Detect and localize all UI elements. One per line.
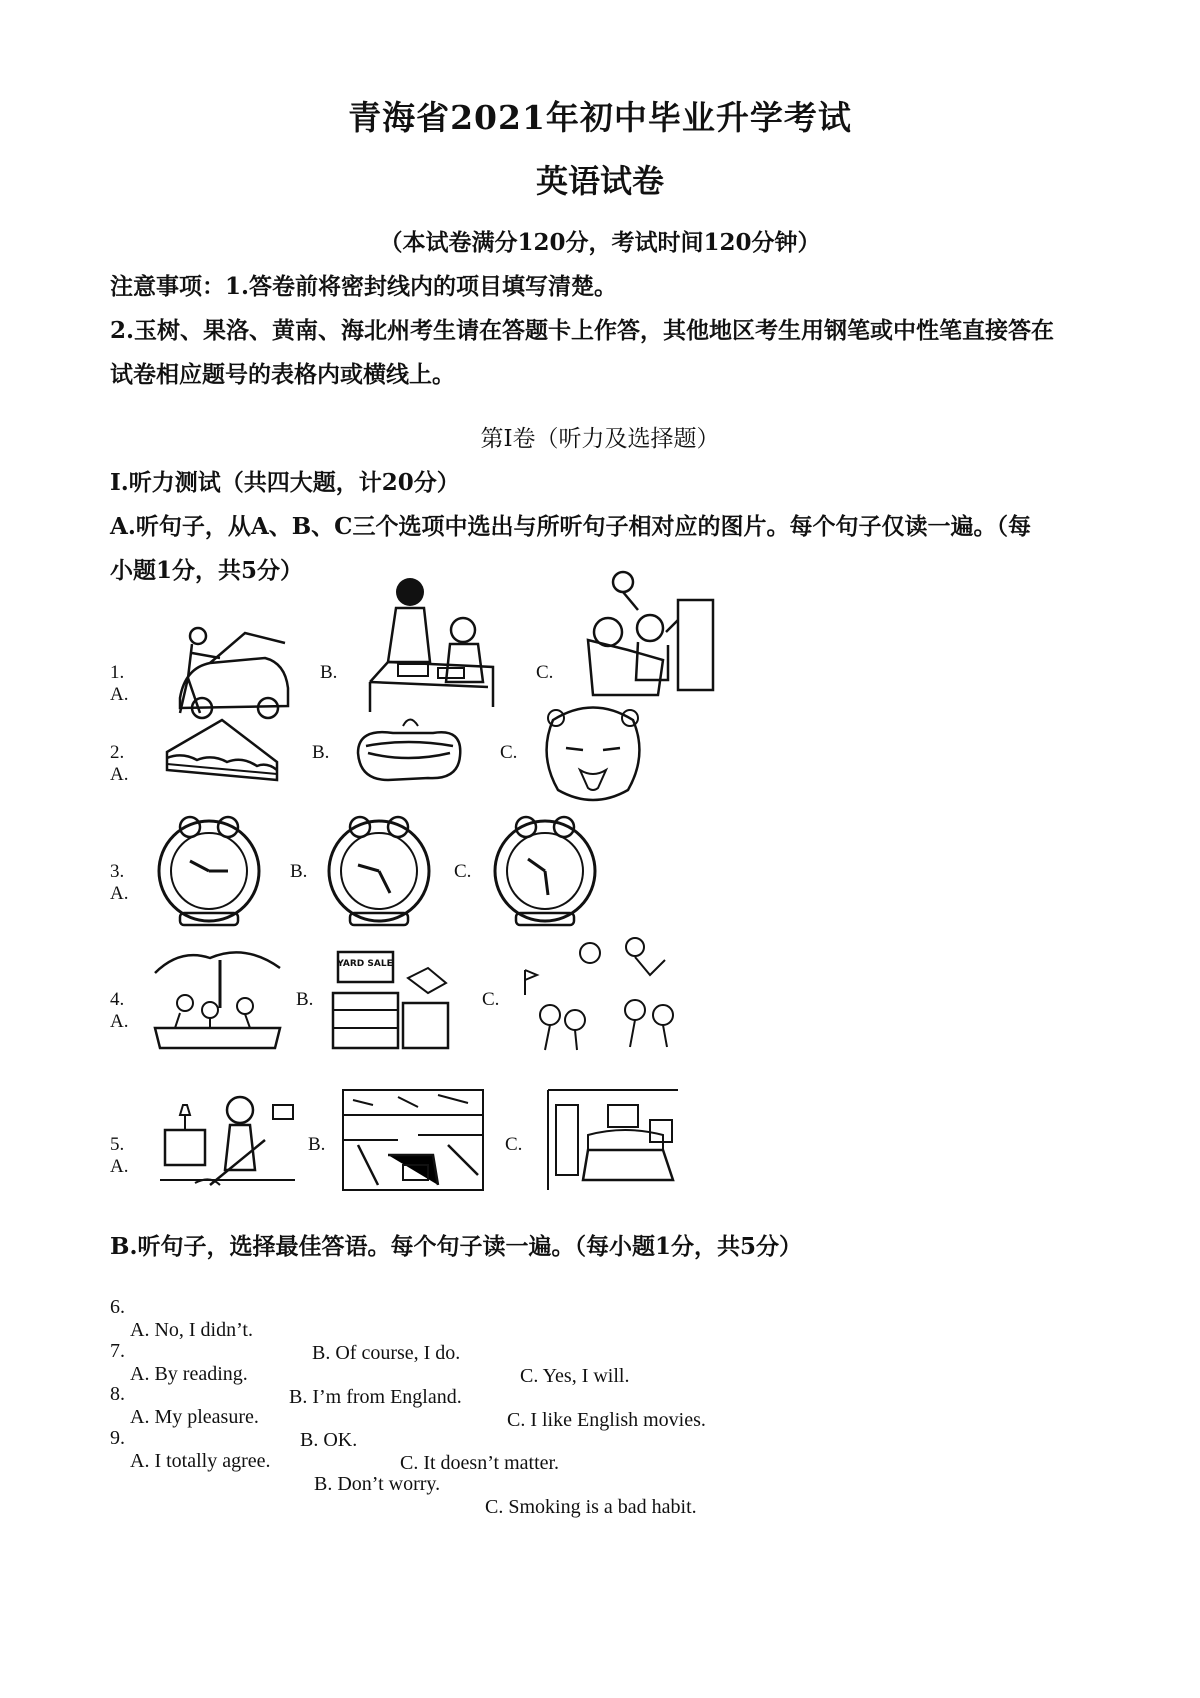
picnic-icon — [150, 948, 285, 1053]
question-number: 9. — [110, 1427, 125, 1449]
section-b-heading: B.听句子，选择最佳答语。每个句子读一遍。（每小题1分，共5分） — [110, 1233, 802, 1260]
clock-icon — [150, 815, 268, 925]
question-1-b-label: B. — [320, 662, 338, 683]
question-5-a-label: 5. A. — [110, 1134, 129, 1177]
notice-line-2b: 试卷相应题号的表格内或横线上。 — [110, 361, 455, 388]
bedroom-icon — [538, 1080, 683, 1198]
notice-line-1: 注意事项：1.答卷前将密封线内的项目填写清楚。 — [110, 273, 618, 300]
cartoon-face-icon — [538, 700, 648, 805]
question-5-b-label: B. — [308, 1134, 326, 1155]
yard-sale-sign-text: YARD SALE — [337, 959, 393, 969]
hot-dog-icon — [348, 708, 468, 798]
option-c: C. Yes, I will. — [520, 1365, 630, 1387]
question-number: 7. — [110, 1340, 125, 1362]
question-number: 6. — [110, 1296, 125, 1318]
clock-icon — [320, 815, 438, 925]
notice-line-2a: 2.玉树、果洛、黄南、海北州考生请在答题卡上作答，其他地区考生用钢笔或中性笔直接答在 — [110, 317, 1055, 344]
listening-heading: Ⅰ.听力测试（共四大题，计20分） — [110, 469, 460, 496]
option-a: A. I totally agree. — [130, 1450, 271, 1472]
option-b: B. Of course, I do. — [312, 1342, 461, 1364]
question-3-c-label: C. — [454, 861, 472, 882]
option-a: A. My pleasure. — [130, 1406, 259, 1428]
question-5-c-label: C. — [505, 1134, 523, 1155]
question-2-c-label: C. — [500, 742, 518, 763]
question-4-c-label: C. — [482, 989, 500, 1010]
clock-icon — [486, 815, 604, 925]
messy-room-icon — [338, 1085, 488, 1195]
exam-title: 青海省2021年初中毕业升学考试 — [348, 98, 852, 137]
option-a: A. No, I didn’t. — [130, 1319, 253, 1341]
exam-subtitle: 英语试卷 — [535, 162, 664, 200]
option-b: B. I’m from England. — [289, 1386, 462, 1408]
kids-playing-icon — [515, 935, 690, 1055]
option-c: C. Smoking is a bad habit. — [485, 1496, 697, 1518]
yard-sale-icon — [328, 948, 453, 1053]
question-1-c-label: C. — [536, 662, 554, 683]
question-2-a-label: 2. A. — [110, 742, 129, 785]
question-3-a-label: 3. A. — [110, 861, 129, 904]
question-2-b-label: B. — [312, 742, 330, 763]
sandwich-icon — [162, 712, 282, 792]
question-3-b-label: B. — [290, 861, 308, 882]
option-b: B. OK. — [300, 1429, 358, 1451]
question-4-a-label: 4. A. — [110, 989, 129, 1032]
option-c: C. I like English movies. — [507, 1409, 706, 1431]
question-4-b-label: B. — [296, 989, 314, 1010]
question-number: 8. — [110, 1383, 125, 1405]
question-1-a-label: 1. A. — [110, 662, 129, 705]
car-repair-icon — [170, 618, 290, 723]
option-c: C. It doesn’t matter. — [400, 1452, 560, 1474]
section-a-line-2: 小题1分，共5分） — [110, 557, 304, 584]
sweeping-icon — [155, 1085, 300, 1195]
mother-child-homework-icon — [368, 572, 498, 722]
section-a-line-1: A.听句子，从A、B、C三个选项中选出与所听句子相对应的图片。每个句子仅读一遍。（每 — [110, 513, 1031, 540]
exam-note: （本试卷满分120分，考试时间120分钟） — [379, 229, 821, 256]
dentist-icon — [578, 570, 718, 710]
option-a: A. By reading. — [130, 1363, 248, 1385]
option-b: B. Don’t worry. — [314, 1473, 441, 1495]
part1-title: 第Ⅰ卷（听力及选择题） — [480, 426, 720, 452]
